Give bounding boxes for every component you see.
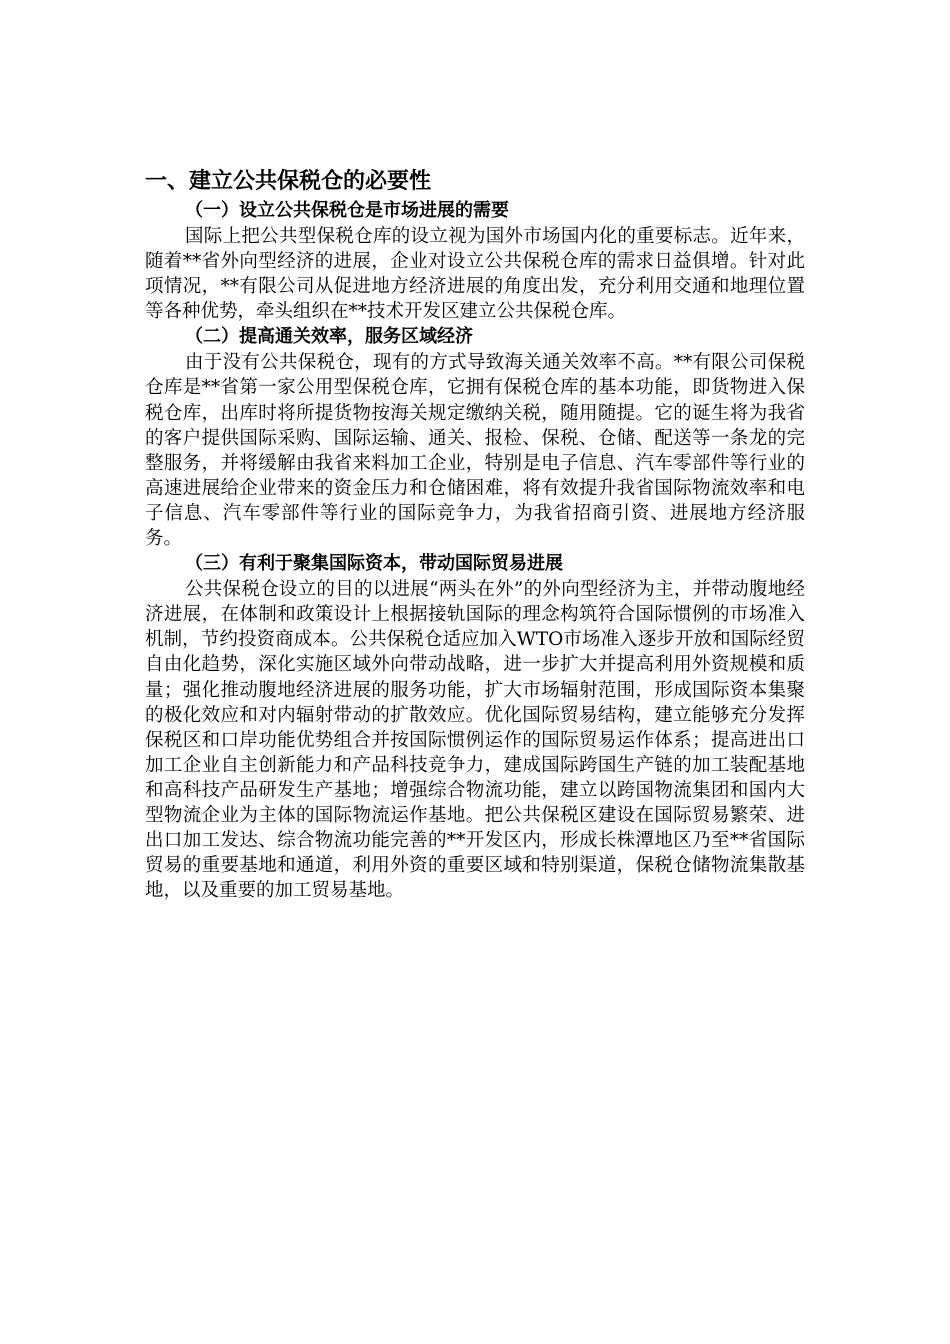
section-3-paragraph: 公共保税仓设立的目的以进展“两头在外”的外向型经济为主，并带动腹地经济进展，在体制和政策设计上根据接轨国际的理念构筑符合国际惯例的市场准入机制，节约投资商成本。公共保税仓适应加入WTO市场准入逐步开放和国际经贸自由化趋势，深化实施区域外向带动战略，进一步扩大并提高利用外资规模和质量；强化推动腹地经济进展的服务功能，扩大市场辐射范围，形成国际资本集聚的极化效应和对内辐射带动的扩散效应。优化国际贸易结构，建立能够充分发挥保税区和口岸功能优势组合并按国际惯例运作的国际贸易运作体系；提高进出口加工企业自主创新能力和产品科技竞争力，建成国际跨国生产链的加工装配基地和高科技产品研发生产基地；增强综合物流功能，建立以跨国物流集团和国内大型物流企业为主体的国际物流运作基地。把公共保税区建设在国际贸易繁荣、进出口加工发达、综合物流功能完善的**开发区内，形成长株潭地区乃至**省国际贸易的重要基地和通道，利用外资的重要区域和特别渠道，保税仓储物流集散基地，以及重要的加工贸易基地。: [145, 579, 805, 902]
section-2-heading: （二）提高通关效率，服务区域经济: [185, 326, 473, 348]
section-3-heading: （三）有利于聚集国际资本，带动国际贸易进展: [185, 553, 563, 575]
section-2-paragraph: 由于没有公共保税仓，现有的方式导致海关通关效率不高。**有限公司保税仓库是**省第一家公用型保税仓库，它拥有保税仓库的基本功能，即货物进入保税仓库，出库时将所提货物按海关规定缴纳关税，随用随提。它的诞生将为我省的客户提供国际采购、国际运输、通关、报检、保税、仓储、配送等一条龙的完整服务，并将缓解由我省来料加工企业，特别是电子信息、汽车零部件等行业的高速进展给企业带来的资金压力和仓储困难，将有效提升我省国际物流效率和电子信息、汽车零部件等行业的国际竞争力，为我省招商引资、进展地方经济服务。: [145, 352, 805, 550]
page-title: 一、建立公共保税仓的必要性: [145, 169, 432, 194]
section-1-heading: （一）设立公共保税仓是市场进展的需要: [185, 200, 509, 221]
section-2: [145, 324, 805, 551]
section-3: [145, 551, 805, 903]
document-content: [145, 166, 805, 903]
section-1: [145, 198, 805, 324]
section-1-paragraph: 国际上把公共型保税仓库的设立视为国外市场国内化的重要标志。近年来，随着**省外向型经济的进展，企业对设立公共保税仓库的需求日益俱增。针对此项情况，**有限公司从促进地方经济进展的角度出发，充分利用交通和地理位置等各种优势，牵头组织在**技术开发区建立公共保税仓库。: [145, 226, 805, 323]
